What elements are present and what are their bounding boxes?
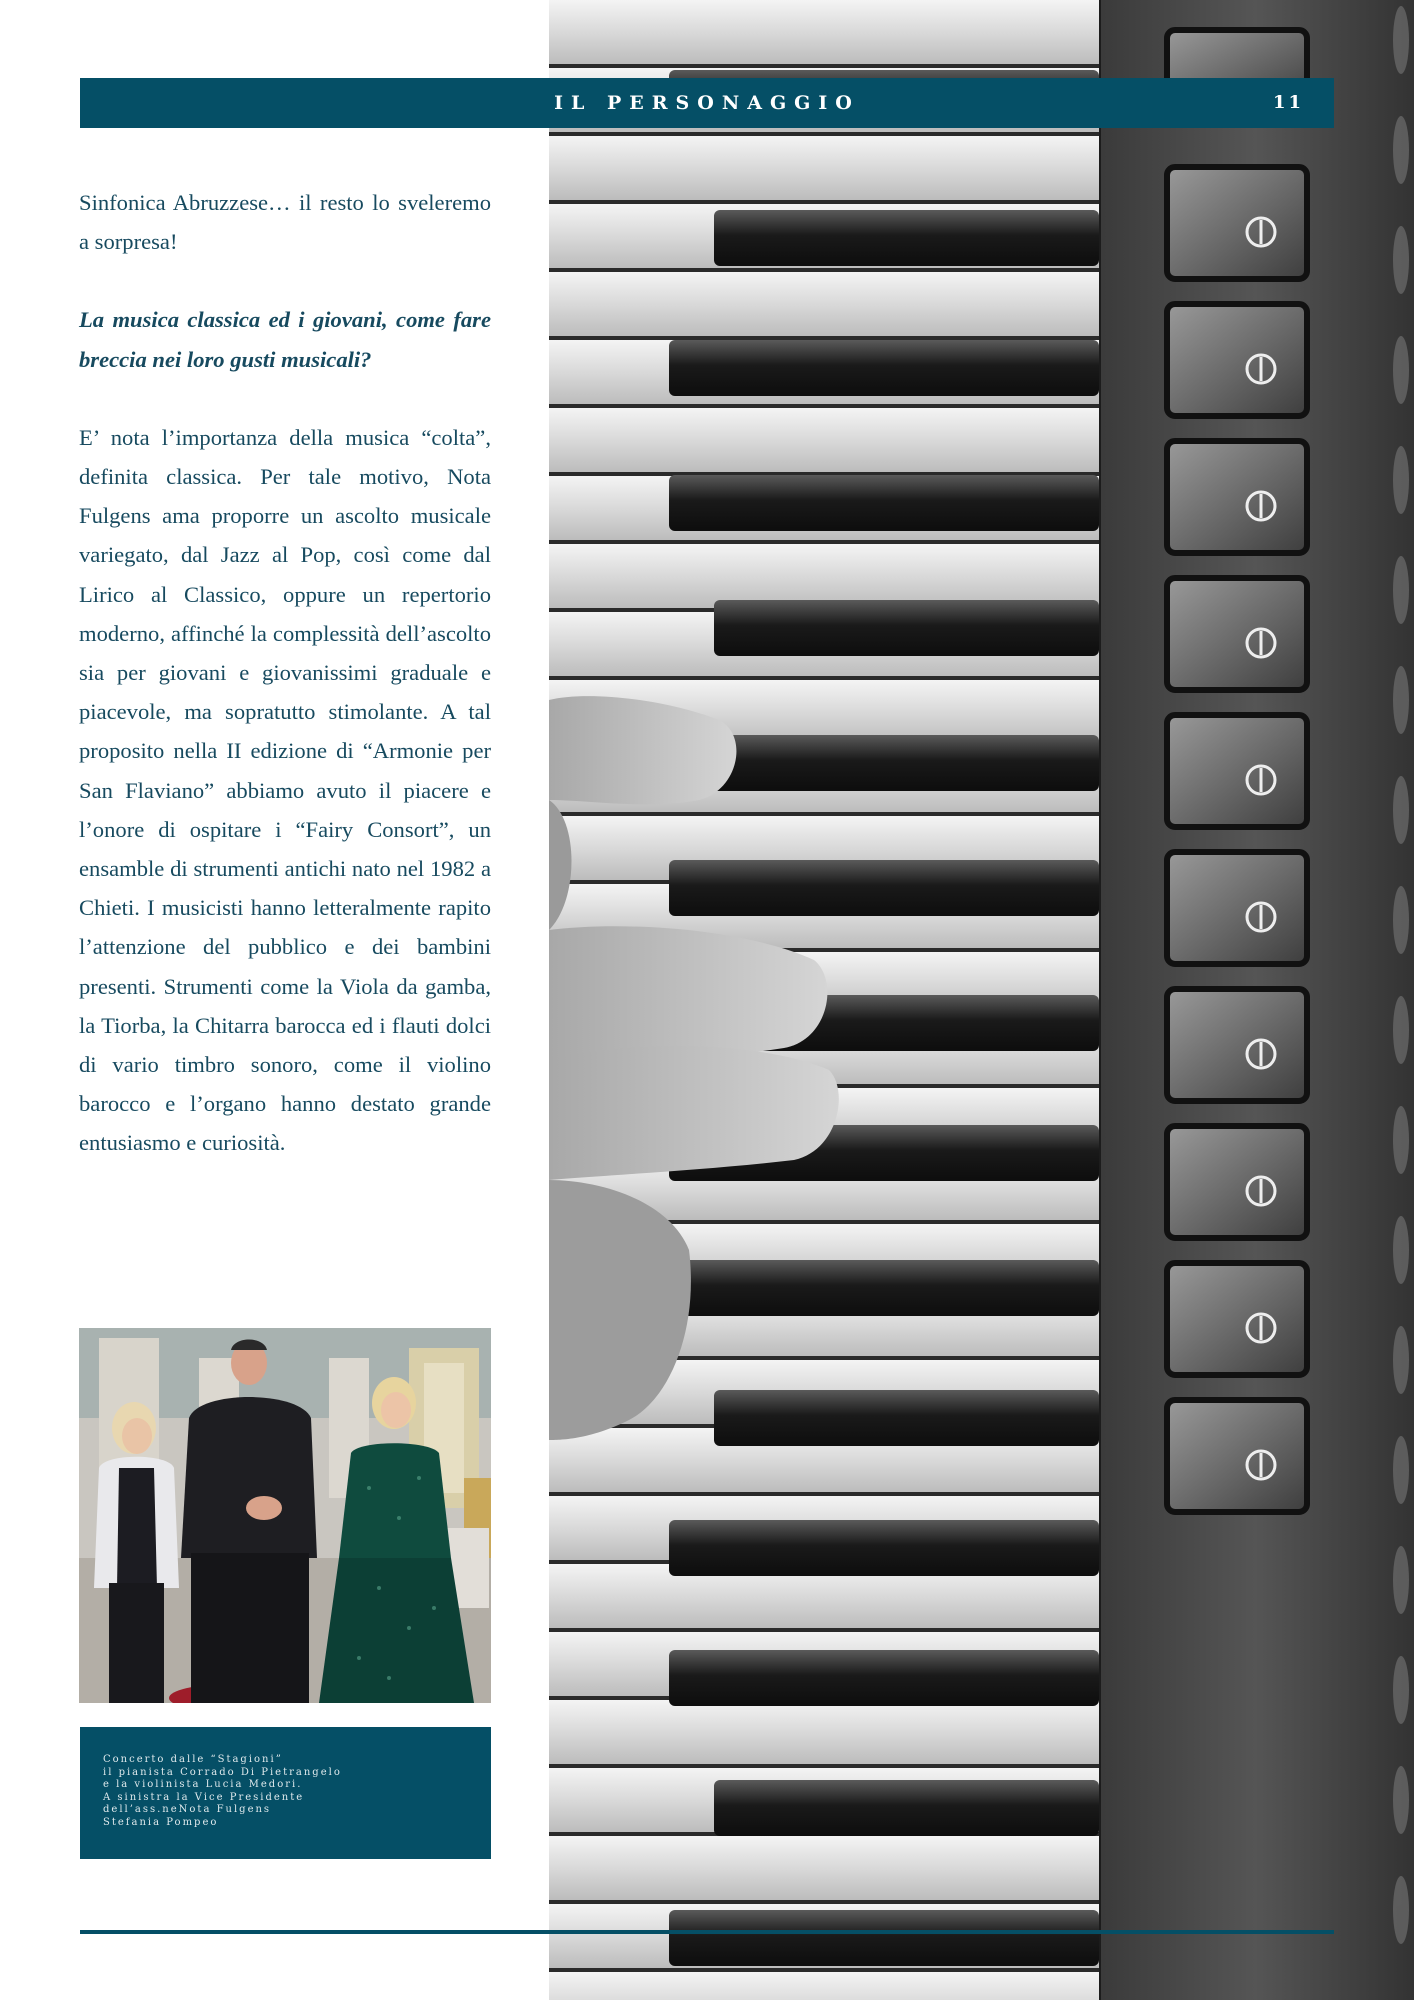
concert-illustration [79,1328,491,1703]
register-switch [1167,1400,1307,1512]
white-key [549,272,1099,336]
grille-slot [1393,1876,1409,1944]
key-gap [549,336,1099,340]
register-switch [1167,578,1307,690]
grille-slot [1393,446,1409,514]
register-switch [1167,989,1307,1101]
accordion-illustration [549,0,1414,2000]
register-switch [1167,852,1307,964]
black-key [714,1390,1099,1446]
grille-slot [1393,776,1409,844]
key-gap [549,1968,1099,1972]
key-gap [549,64,1099,68]
caption-line: Stefania Pompeo [103,1816,219,1828]
caption-line: Concerto dalle “Stagioni” [103,1754,283,1765]
grille-slot [1393,886,1409,954]
section-title: IL PERSONAGGIO [554,92,860,114]
grille-slot [1393,666,1409,734]
photo-caption [103,1754,342,1829]
article-question: La musica classica ed i giovani, come fare breccia nei loro gusti musicali? [79,307,491,372]
article-text-column [79,183,491,1163]
white-key [549,544,1099,608]
white-key [549,1700,1099,1764]
caption-line: e la violinista Lucia Medori. [103,1779,303,1790]
black-key [669,1650,1099,1706]
grille-slot [1393,1326,1409,1394]
grille-slot [1393,336,1409,404]
black-key [669,1520,1099,1576]
article-paragraph-intro: Sinfonica Abruzzese… il resto lo sveleremo a sorpresa! [79,190,491,255]
article-paragraph-body: E’ nota l’importanza della musica “colta”, definita classica. Per tale motivo, Nota Fulgens ama proporre un ascolto musicale variegato, dal Jazz al Pop, così come dal Lirico al Classico, oppure un repertorio moderno, affinché la complessità dell’ascolto sia per giovani e giovanissimi graduale e piacevole, ma sopratutto stimolante. A tal proposito nella II edizione di “Armonie per San Flaviano” abbiamo avuto il piacere e l’onore di ospitare i “Fairy Consort”, un ensamble di strumenti antichi nato nel 1982 a Chieti. I musicisti hanno letteralmente rapito l’attenzione del pubblico e dei bambini presenti. Strumenti come la Viola da gamba, la Tiorba, la Chitarra barocca ed i flauti dolci di vario timbro sonoro, come il violino barocco e l’organo hanno destato grande entusiasmo e curiosità. [79,424,491,1156]
caption-line: dell’ass.neNota Fulgens [103,1804,272,1815]
section-header [80,78,1334,128]
key-gap [549,676,1099,680]
black-key [714,600,1099,656]
key-gap [549,1628,1099,1632]
key-gap [549,404,1099,408]
footer-divider [80,1930,1334,1934]
register-switch [1167,304,1307,416]
register-switch [1167,715,1307,827]
black-key [669,340,1099,396]
grille-slot [1393,6,1409,74]
white-key [549,136,1099,200]
black-key [669,1910,1099,1966]
black-key [669,1260,1099,1316]
grille-slot [1393,116,1409,184]
grille-slot [1393,1106,1409,1174]
grille-slot [1393,1656,1409,1724]
white-key [549,1836,1099,1900]
caption-line: il pianista Corrado Di Pietrangelo [103,1766,342,1778]
black-key [714,1780,1099,1836]
black-key [669,475,1099,531]
black-key [669,860,1099,916]
key-gap [549,540,1099,544]
grille-slot [1393,556,1409,624]
key-gap [549,1492,1099,1496]
key-gap [549,200,1099,204]
grille-slot [1393,1766,1409,1834]
key-gap [549,1764,1099,1768]
grille-slot [1393,996,1409,1064]
key-gap [549,268,1099,272]
grille-slot [1393,1216,1409,1284]
register-switch [1167,167,1307,279]
grille-slot [1393,1436,1409,1504]
page-number: 11 [1272,92,1304,113]
concert-photo [79,1328,491,1703]
register-switch [1167,1126,1307,1238]
key-gap [549,132,1099,136]
register-switch [1167,441,1307,553]
white-key [549,408,1099,472]
key-gap [549,1900,1099,1904]
black-key [714,210,1099,266]
caption-line: A sinistra la Vice Presidente [103,1791,305,1803]
white-key [549,1972,1099,2000]
grille-slot [1393,226,1409,294]
grille-slot [1393,1546,1409,1614]
photo-caption-box [80,1727,491,1859]
white-key [549,0,1099,64]
accordion-photo [549,0,1414,2000]
key-gap [549,812,1099,816]
register-switch [1167,1263,1307,1375]
